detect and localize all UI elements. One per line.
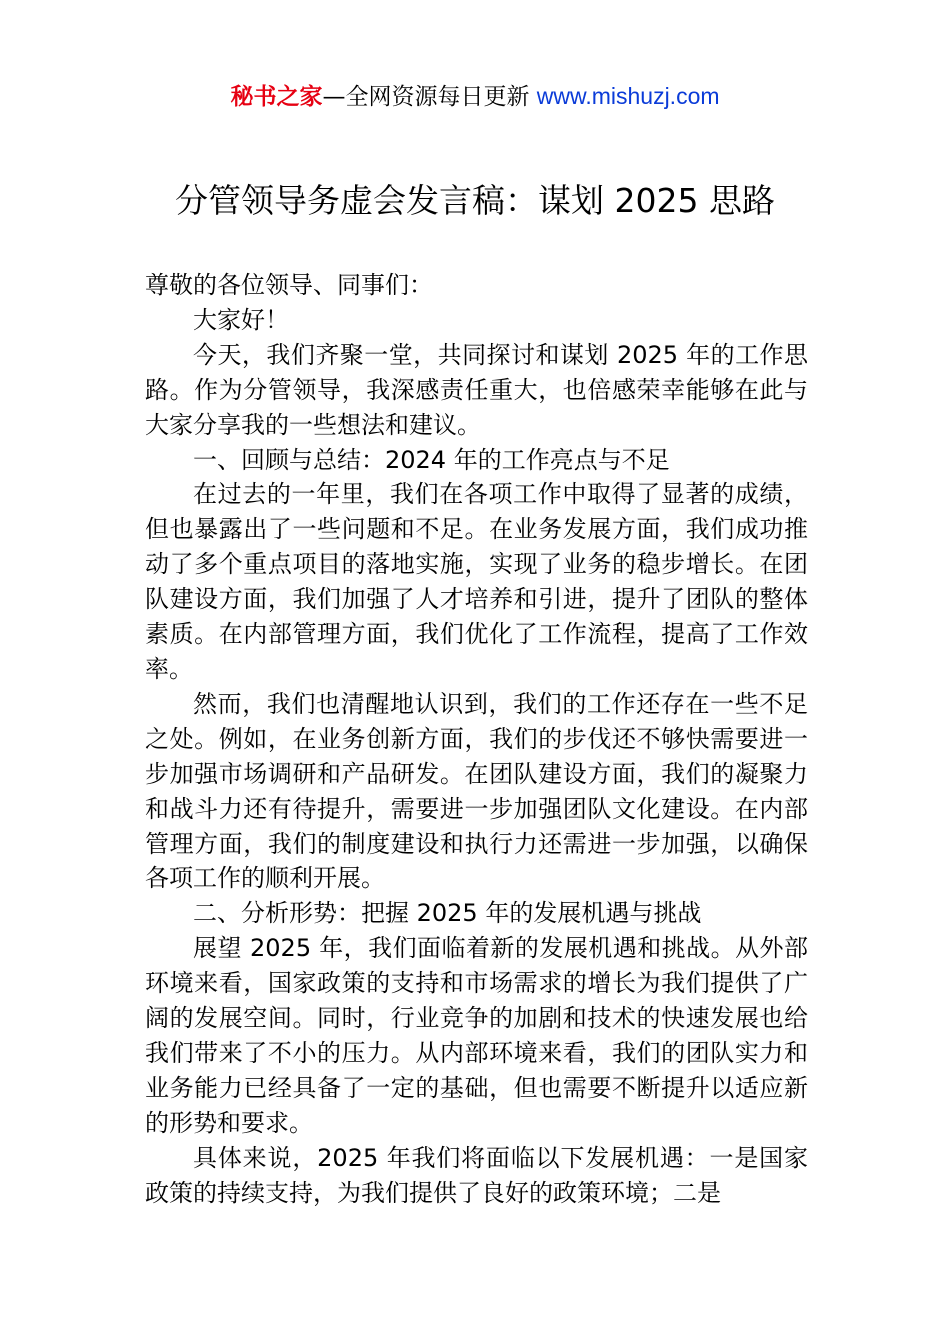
- site-header: [0, 80, 950, 113]
- paragraph: 在过去的一年里，我们在各项工作中取得了显著的成绩，但也暴露出了一些问题和不足。在业务发展方面，我们成功推动了多个重点项目的落地实施，实现了业务的稳步增长。在团队建设方面，我们加强了人才培养和引进，提升了团队的整体素质。在内部管理方面，我们优化了工作流程，提高了工作效率。: [145, 480, 808, 683]
- document-title: 分管领导务虚会发言稿：谋划 2025 思路: [175, 181, 775, 220]
- paragraph: 今天，我们齐聚一堂，共同探讨和谋划 2025 年的工作思路。作为分管领导，我深感责任重大，也倍感荣幸能够在此与大家分享我的一些想法和建议。: [145, 340, 808, 439]
- site-brand: 秘书之家: [230, 84, 323, 110]
- greeting: 大家好！: [193, 305, 289, 334]
- section-heading: 一、回顾与总结：2024 年的工作亮点与不足: [193, 445, 670, 474]
- document-body: [145, 268, 808, 1210]
- paragraph: 然而，我们也清醒地认识到，我们的工作还存在一些不足之处。例如，在业务创新方面，我们的步伐还不够快需要进一步加强市场调研和产品研发。在团队建设方面，我们的凝聚力和战斗力还有待提升，需要进一步加强团队文化建设。在内部管理方面，我们的制度建设和执行力还需进一步加强，以确保各项工作的顺利开展。: [145, 689, 808, 893]
- site-tagline: —全网资源每日更新: [322, 84, 537, 110]
- paragraph: 具体来说，2025 年我们将面临以下发展机遇：一是国家政策的持续支持，为我们提供了良好的政策环境；二是: [145, 1143, 808, 1207]
- salutation: 尊敬的各位领导、同事们：: [145, 271, 433, 299]
- site-url[interactable]: www.mishuzj.com: [536, 83, 720, 109]
- section-heading: 二、分析形势：把握 2025 年的发展机遇与挑战: [193, 899, 702, 928]
- paragraph: 展望 2025 年，我们面临着新的发展机遇和挑战。从外部环境来看，国家政策的支持和市场需求的增长为我们提供了广阔的发展空间。同时，行业竞争的加剧和技术的快速发展也给我们带来了不小的压力。从内部环境来看，我们的团队实力和业务能力已经具备了一定的基础，但也需要不断提升以适应新的形势和要求。: [145, 934, 808, 1137]
